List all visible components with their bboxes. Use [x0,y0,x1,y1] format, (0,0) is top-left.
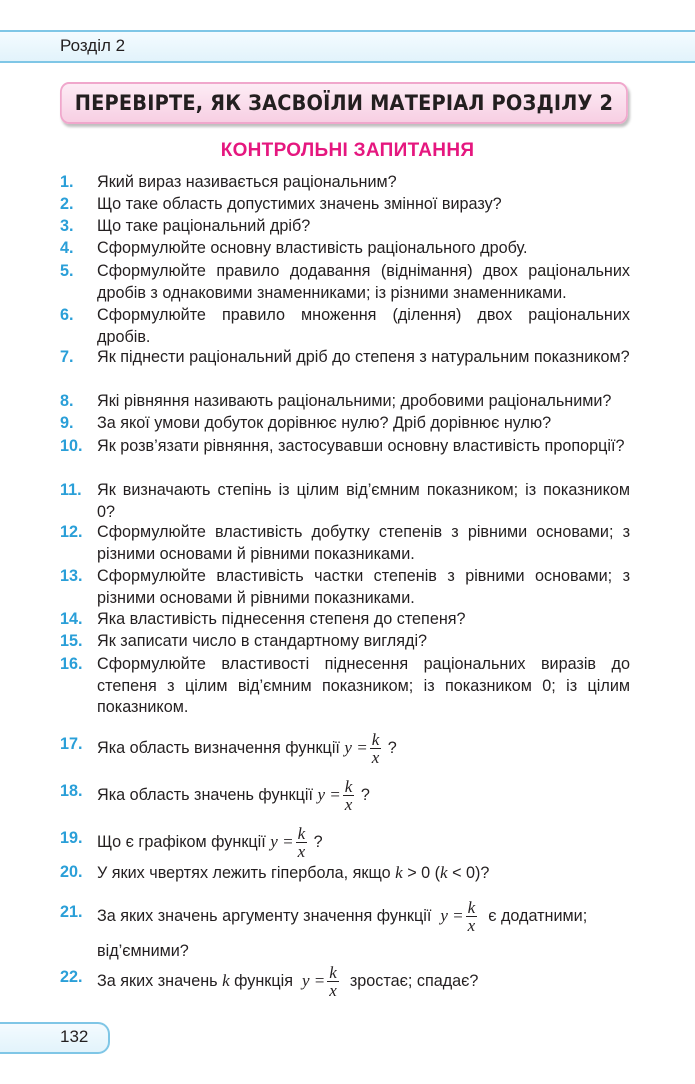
fraction-numerator: k [371,730,380,749]
section-header: Розділ 2 [60,36,126,55]
question-text: За якої умови добуток дорівнює нулю? Дріб дорівнює нулю? [97,414,552,432]
question-number: 19. [60,829,83,847]
page-title: ПЕРЕВІРТЕ, ЯК ЗАСВОЇЛИ МАТЕРІАЛ РОЗДІЛУ 2 [60,82,628,124]
question-text-part: За яких значень аргументу значення функції [97,906,432,925]
question-tail: зростає; спадає? [349,971,479,990]
fraction-denominator: x [344,795,353,814]
question-tail: ? [313,832,323,851]
section-subtitle: КОНТРОЛЬНІ ЗАПИТАННЯ [220,140,475,161]
question-item [60,654,630,719]
question-item [60,480,630,523]
fraction-denominator: x [329,981,337,1000]
question-number: 11. [60,481,82,499]
question-text: Які рівняння називають раціональними; дробовими раціональними? [97,392,612,410]
question-text [97,778,630,813]
formula-lhs: y = [302,970,326,990]
question-text-part: Яка область визначення функції [97,738,340,757]
question-text: Як визначають степінь із цілим від’ємним показником; із показником 0? [97,481,630,521]
question-item [60,436,630,458]
fraction [343,778,355,813]
question-text-part: < 0)? [452,864,490,882]
fraction-numerator: k [344,777,353,796]
fraction-denominator: x [467,916,476,935]
question-text-part: Яка область значень функції [97,785,313,804]
question-number: 5. [60,262,74,280]
question-number: 9. [60,414,74,432]
question-item-17 [60,731,630,766]
fraction-denominator: x [371,748,380,767]
question-item [60,391,630,413]
question-text-line2: від’ємними? [97,942,189,960]
question-tail: ? [360,785,370,804]
question-text [97,825,630,860]
question-number: 6. [60,306,74,324]
question-item [60,631,630,653]
question-item [60,522,630,565]
question-text [97,899,630,934]
fraction-denominator: x [297,842,306,861]
fraction [466,899,478,934]
question-text-part: У яких чвертях лежить гіпербола, якщо [97,864,391,882]
question-text: Сформулюйте властивість добутку степенів з рівними основами; з різними основами й рівними показниками. [97,523,630,563]
question-number: 16. [60,655,83,673]
question-item-18 [60,778,630,813]
formula-lhs: y = [270,831,294,851]
question-number: 18. [60,782,83,800]
question-item [60,609,630,631]
question-text: Яка властивість піднесення степеня до степеня? [97,610,466,628]
question-number: 14. [60,610,83,628]
question-item-21 [60,899,630,963]
question-number: 22. [60,968,83,986]
question-text: Сформулюйте правило додавання (віднімання) двох раціональних дробів з однаковими знаменниками; із різними знаменниками. [97,262,630,302]
question-item [60,261,630,304]
question-item [60,238,630,260]
formula-lhs: y = [344,737,368,757]
question-text: Що таке раціональний дріб? [97,217,311,235]
question-text-part: функція [234,971,294,990]
question-item [60,305,630,348]
question-number: 8. [60,392,74,410]
question-number: 7. [60,348,74,366]
question-text-part: За яких значень [97,971,218,990]
fraction-numerator: k [297,824,306,843]
question-text: Який вираз називається раціональним? [97,173,397,191]
fraction [327,964,339,999]
question-text: Що таке область допустимих значень змінної виразу? [97,195,502,213]
fraction-numerator: k [329,963,337,982]
question-text [97,731,630,766]
question-text: Сформулюйте правило множення (ділення) двох раціональних дробів. [97,306,630,346]
variable-k: k [440,863,448,882]
question-item-20 [60,862,630,885]
formula-lhs: y = [317,784,341,804]
question-item-19 [60,825,630,860]
question-text: Як розв’язати рівняння, застосувавши основну властивість пропорції? [97,437,625,455]
question-item [60,172,630,194]
question-item [60,566,630,609]
question-number: 13. [60,567,83,585]
question-number: 2. [60,195,74,213]
question-item [60,413,630,435]
formula-lhs: y = [440,905,464,925]
question-text: Сформулюйте властивості піднесення раціональних виразів до степеня з цілим від’ємним показником; із показником 0; із цілим показником. [97,655,630,716]
variable-k: k [395,863,403,882]
question-item [60,216,630,238]
question-number: 3. [60,217,74,235]
question-number: 1. [60,173,74,191]
variable-k: k [222,970,230,990]
page-number: 132 [60,1027,89,1046]
question-text [97,964,630,999]
question-number: 10. [60,437,83,455]
question-text: Як записати число в стандартному вигляді? [97,632,428,650]
question-number: 17. [60,735,83,753]
question-number: 15. [60,632,83,650]
question-item [60,194,630,216]
question-number: 20. [60,863,83,881]
question-number: 12. [60,523,83,541]
question-number: 4. [60,239,74,257]
question-text: Сформулюйте властивість частки степенів з рівними основами; з різними основами й рівними показниками. [97,567,630,607]
fraction [296,825,308,860]
question-tail: ? [387,738,397,757]
question-number: 21. [60,903,83,921]
question-tail: є додатними; [488,906,588,925]
question-text-part: Що є графіком функції [97,832,266,851]
question-item-22 [60,964,630,999]
question-text [97,862,630,885]
question-item [60,347,630,369]
page-number-tab [0,1022,110,1054]
fraction-numerator: k [467,898,476,917]
question-text-part: > 0 ( [407,864,441,882]
question-text: Сформулюйте основну властивість раціонального дробу. [97,239,528,257]
fraction [370,731,382,766]
question-text: Як піднести раціональний дріб до степеня з натуральним показником? [97,348,630,366]
